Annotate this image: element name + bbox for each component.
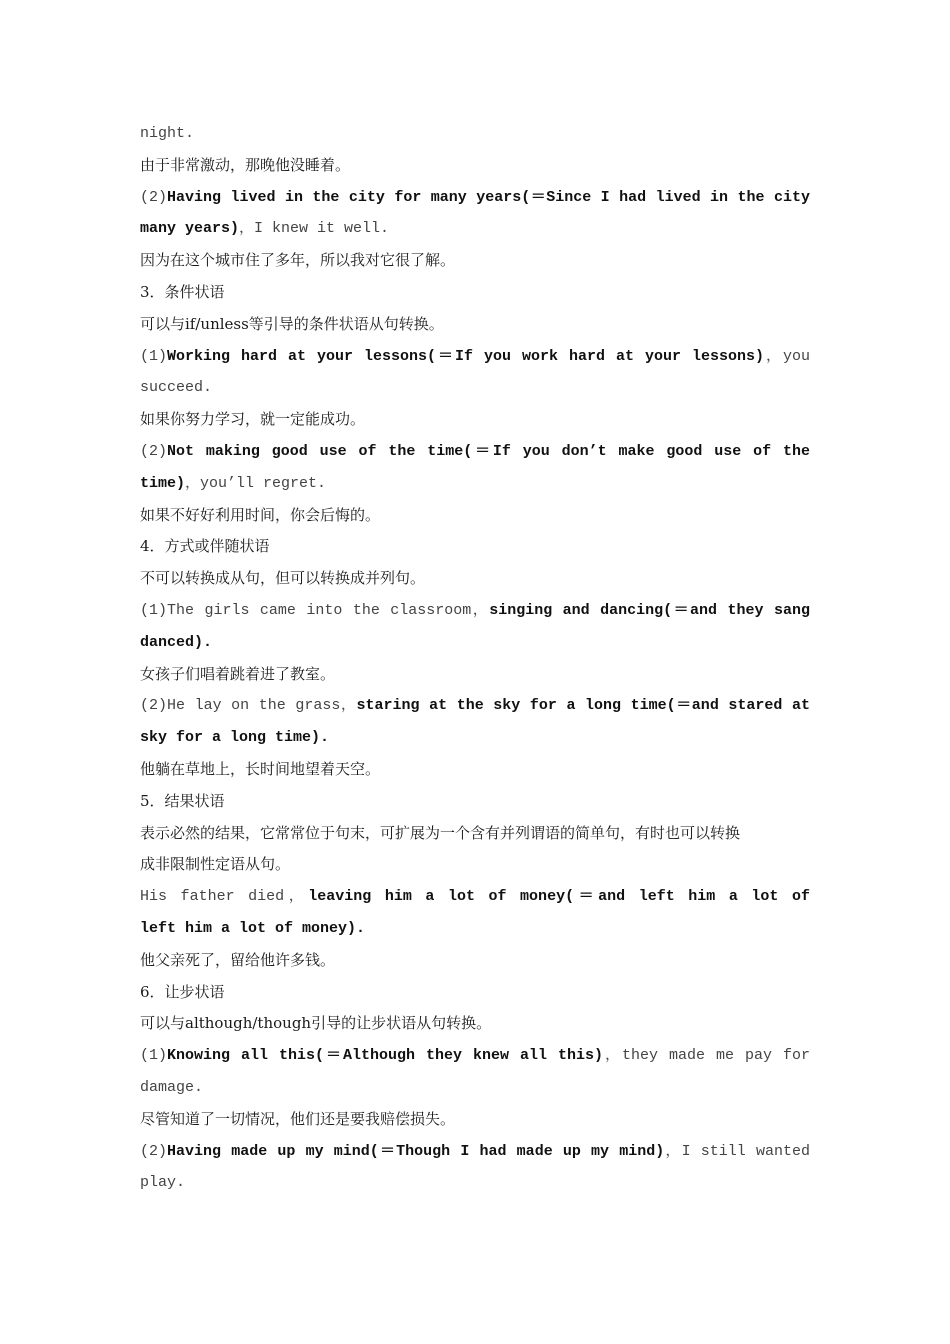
text-segment: His father died， [140, 888, 309, 906]
text-segment: 5．结果状语 [140, 791, 225, 810]
text-segment: (1)The girls came into the classroom， [140, 601, 490, 619]
english-text-line [140, 881, 810, 913]
english-text-line [140, 436, 810, 468]
text-segment: 尽管知道了一切情况，他们还是要我赔偿损失。 [140, 1109, 456, 1128]
text-segment: (1) [140, 347, 168, 365]
text-segment: 成非限制性定语从句。 [140, 855, 291, 874]
english-text-line [140, 1040, 810, 1072]
chinese-text-line [140, 150, 810, 182]
bold-phrase: many years) [140, 220, 240, 238]
chinese-text-line [140, 977, 810, 1009]
chinese-text-line [140, 309, 810, 341]
text-segment: 他躺在草地上，长时间地望着天空。 [140, 759, 381, 778]
chinese-text-line [140, 1104, 810, 1136]
english-text-line [140, 341, 810, 373]
english-text-line [140, 1167, 810, 1199]
text-segment: succeed. [140, 379, 213, 397]
bold-phrase: left him a lot of money). [140, 919, 366, 937]
bold-phrase: danced). [140, 633, 213, 651]
text-segment: ，you [764, 347, 810, 365]
text-segment: ，I still wanted [664, 1142, 810, 1160]
bold-phrase: staring at the sky for a long time(＝and stared at [356, 697, 810, 715]
text-segment: 4．方式或伴随状语 [140, 537, 270, 556]
chinese-text-line [140, 818, 810, 850]
chinese-text-line [140, 849, 810, 881]
text-segment: 可以与although/though引导的让步状语从句转换。 [140, 1014, 492, 1033]
text-segment: ，you’ll regret. [185, 474, 327, 492]
text-segment: 由于非常激动，那晚他没睡着。 [140, 155, 351, 174]
chinese-text-line [140, 754, 810, 786]
chinese-text-line [140, 404, 810, 436]
text-segment: 他父亲死了，留给他许多钱。 [140, 950, 336, 969]
bold-phrase: sky for a long time). [140, 729, 330, 747]
english-text-line [140, 913, 810, 945]
chinese-text-line [140, 1008, 810, 1040]
text-segment: 如果你努力学习，就一定能成功。 [140, 410, 366, 429]
chinese-text-line [140, 245, 810, 277]
english-text-line [140, 372, 810, 404]
text-segment: play. [140, 1174, 186, 1192]
english-text-line [140, 595, 810, 627]
bold-phrase: leaving him a lot of money(＝and left him a lot of [308, 888, 810, 906]
text-segment: (2) [140, 188, 168, 206]
chinese-text-line [140, 531, 810, 563]
chinese-text-line [140, 277, 810, 309]
english-text-line [140, 213, 810, 245]
bold-phrase: Having made up my mind(＝Though I had made up my mind) [167, 1142, 665, 1160]
text-segment: (1) [140, 1047, 168, 1065]
text-segment: damage. [140, 1078, 204, 1096]
text-segment: 因为在这个城市住了多年，所以我对它很了解。 [140, 251, 456, 270]
bold-phrase: Not making good use of the time(＝If you don’t make good use of the [167, 442, 810, 460]
text-segment: (2) [140, 1142, 168, 1160]
english-text-line [140, 1136, 810, 1168]
text-segment: ，I knew it well. [239, 220, 390, 238]
chinese-text-line [140, 563, 810, 595]
text-segment: 如果不好好利用时间，你会后悔的。 [140, 505, 381, 524]
text-segment: ，they made me pay for [603, 1047, 810, 1065]
bold-phrase: time) [140, 474, 186, 492]
text-segment: 女孩子们唱着跳着进了教室。 [140, 664, 336, 683]
english-text-line [140, 182, 810, 214]
text-segment: 表示必然的结果，它常常位于句末，可扩展为一个含有并列谓语的简单句，有时也可以转换 [140, 823, 741, 842]
english-text-line [140, 722, 810, 754]
chinese-text-line [140, 945, 810, 977]
document-body [140, 118, 810, 1199]
chinese-text-line [140, 786, 810, 818]
bold-phrase: Working hard at your lessons(＝If you work hard at your lessons) [167, 347, 764, 365]
text-segment: night. [140, 125, 195, 142]
text-segment: (2)He lay on the grass， [140, 697, 357, 715]
chinese-text-line [140, 659, 810, 691]
bold-phrase: Having lived in the city for many years(＝Since I had lived in the city [167, 188, 810, 206]
text-segment: (2) [140, 442, 168, 460]
bold-phrase: Knowing all this(＝Although they knew all this) [167, 1047, 604, 1065]
english-text-line [140, 627, 810, 659]
english-text-line [140, 1072, 810, 1104]
chinese-text-line [140, 500, 810, 532]
english-text-line [140, 468, 810, 500]
text-segment: 可以与if/unless等引导的条件状语从句转换。 [140, 314, 444, 333]
bold-phrase: singing and dancing(＝and they sang [489, 601, 810, 619]
text-segment: 不可以转换成从句，但可以转换成并列句。 [140, 569, 426, 588]
text-segment: 3．条件状语 [140, 282, 225, 301]
text-segment: 6．让步状语 [140, 982, 225, 1001]
english-text-line [140, 690, 810, 722]
english-text-line [140, 118, 810, 150]
